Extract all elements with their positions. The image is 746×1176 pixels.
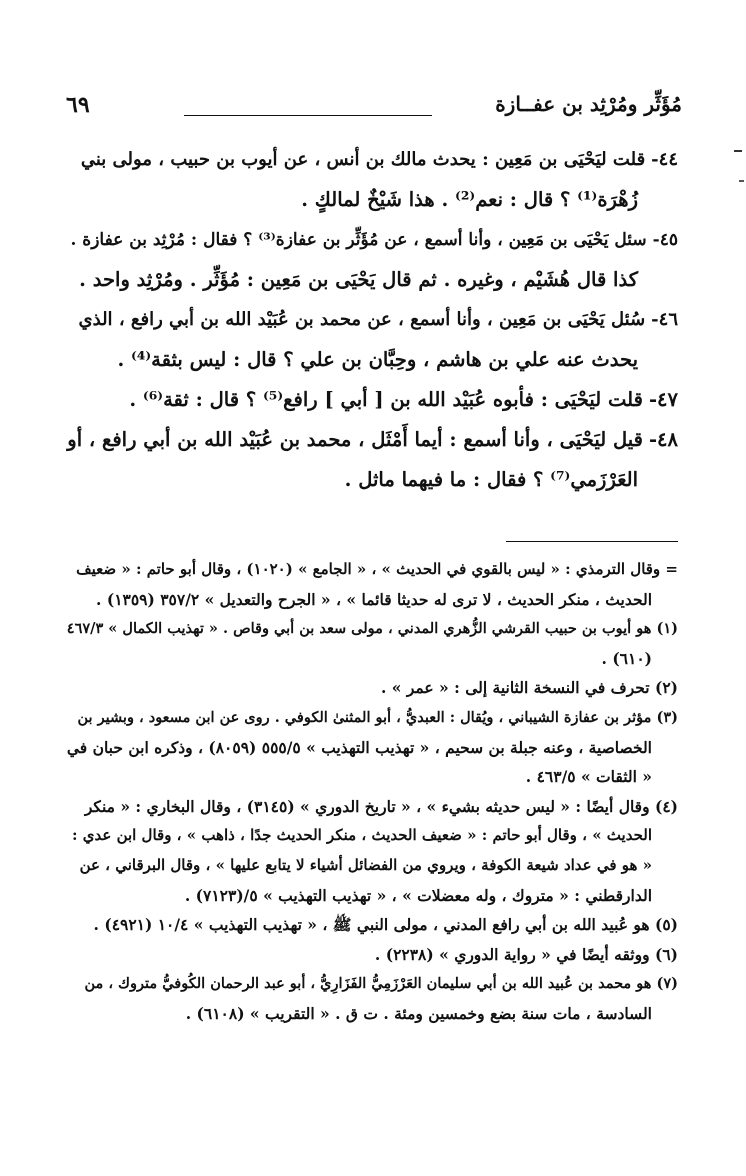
entry-46-cont xyxy=(66,340,678,380)
footnote-line: هو محمد بن عُبيد الله بن أبي سليمان العَرْزَمِيُّ الفَزَارِيُّ ، أبو عبد الرحمان الكُوفيُّ متروك ، من xyxy=(84,975,652,993)
footnotes xyxy=(66,555,678,1029)
entry-48-cont xyxy=(66,460,678,500)
footnote-line: مؤثر بن عفازة الشيباني ، ويُقال : العبديُّ ، أبو المثنىٰ الكوفي . روى عن ابن مسعود ، وبشير بن xyxy=(77,708,652,726)
entry-line: العَرْزَمي⁽⁷⁾ ؟ فقال : ما فيهما ماثل . xyxy=(344,468,638,491)
footnote-separator xyxy=(506,541,678,542)
footnote-line: وقال أيضًا : « ليس حديثه بشيء » ، « تاريخ الدوري » (٣١٤٥) ، وقال البخاري : « منكر xyxy=(84,796,650,816)
entry-line: زُهْرَة⁽¹⁾ ؟ قال : نعم⁽²⁾ . هذا شَيْخٌ لمالكٍ . xyxy=(301,188,638,211)
main-text xyxy=(66,140,678,500)
entry-46 xyxy=(66,300,678,340)
entry-48 xyxy=(66,420,678,460)
entry-line: سُئل يَحْيَى بن مَعِين ، وأنا أسمع ، عن محمد بن عُبَيْد الله بن أبي رافع ، الذي xyxy=(78,309,646,330)
footnote-line xyxy=(66,762,678,792)
footnote-line: الحديث ، منكر الحديث ، لا ترى له حديثا قائما » ، « الجرح والتعديل » ٣٥٧/٢ (١٣٥٩) . xyxy=(96,589,652,609)
footnote-marker: (١) xyxy=(656,620,678,638)
running-head: مُؤَثِّر ومُرْثِد بن عفــازة xyxy=(495,92,682,116)
header-rule xyxy=(184,115,432,116)
footnote-line: ووثقه أيضًا في « رواية الدوري » (٢٢٣٨) . xyxy=(374,944,650,964)
footnote-line xyxy=(66,733,678,763)
footnote-line: هو أيوب بن حبيب القرشي الزُّهري المدني ، مولى سعد بن أبي وقاص . « تهذيب الكمال » ٤٦٧/٣ xyxy=(66,620,652,638)
entry-line: يحدث عنه علي بن هاشم ، وحِبَّان بن علي ؟ قال : ليس بثقة⁽⁴⁾ . xyxy=(117,348,638,371)
footnote-line: السادسة ، مات سنة بضع وخمسين ومئة . ت ق . « التقريب » (٦١٠٨) . xyxy=(185,1003,652,1023)
entry-44 xyxy=(66,140,678,180)
footnote-line: « هو في عداد شيعة الكوفة ، ويروي من الفضائل أشياء لا يتابع عليها » ، وقال البرقاني ، عن xyxy=(79,855,652,874)
footnote-line xyxy=(66,644,678,674)
entry-number: ٤٨- xyxy=(648,428,678,451)
entry-45 xyxy=(66,220,678,260)
footnote-line: الدارقطني : « متروك ، وله معضلات » ، « تهذيب التهذيب » ٥/(٧١٢٣) . xyxy=(184,885,652,905)
footnote-line: الحديث » ، وقال أبو حاتم : « ضعيف الحديث ، منكر الحديث جدًا ، ذاهب » ، وقال ابن عدي : xyxy=(72,826,652,845)
footnote-7 xyxy=(66,969,678,999)
footnote-2 xyxy=(66,673,678,703)
footnote-line xyxy=(66,881,678,911)
footnote-line: تحرف في النسخة الثانية إلى : « عمر » . xyxy=(380,678,650,698)
entry-44-cont xyxy=(66,180,678,220)
footnote-marker: = xyxy=(665,560,678,578)
footnote-line: « الثقات » ٤٦٣/٥ . xyxy=(525,767,652,787)
footnote-marker: (٧) xyxy=(656,975,678,993)
entry-line: كذا قال هُشَيْم ، وغيره . ثم قال يَحْيَى بن مَعِين : مُؤَثِّر . ومُرْثِد واحد . xyxy=(79,268,638,291)
footnote-1 xyxy=(66,614,678,644)
footnote-line: وقال الترمذي : « ليس بالقوي في الحديث » ، « الجامع » (١٠٢٠) ، وقال أبو حاتم : « ضعيف xyxy=(76,560,661,578)
footnote-6 xyxy=(66,940,678,970)
entry-number: ٤٤- xyxy=(651,149,678,170)
margin-mark xyxy=(734,150,742,152)
page-header xyxy=(66,92,682,122)
footnote-marker: (٢) xyxy=(654,678,678,698)
entry-number: ٤٦- xyxy=(651,309,678,330)
footnote-4 xyxy=(66,792,678,822)
footnote-line: الخصاصية ، وعنه جبلة بن سحيم ، « تهذيب التهذيب » ٥٥٥/٥ (٨٠٥٩) ، وذكره ابن حبان في xyxy=(66,737,652,757)
footnote-line: (٦١٠) . xyxy=(601,648,652,668)
footnote-continued xyxy=(66,555,678,585)
entry-number: ٤٧- xyxy=(648,388,678,411)
footnote-marker: (٤) xyxy=(654,796,678,816)
entry-number: ٤٥- xyxy=(652,230,678,250)
margin-mark xyxy=(739,180,744,182)
footnote-marker: (٥) xyxy=(654,915,678,935)
footnote-marker: (٦) xyxy=(654,944,678,964)
footnote-marker: (٣) xyxy=(656,708,678,726)
footnote-line: هو عُبيد الله بن أبي رافع المدني ، مولى النبي ﷺ ، « تهذيب التهذيب » ١٠/٤ (٤٩٢١) . xyxy=(93,915,650,935)
page-number: ٦٩ xyxy=(66,92,90,118)
entry-line: قيل ليَحْيَى ، وأنا أسمع : أيما أَمْثَل ، محمد بن عُبَيْد الله بن أبي رافع ، أو xyxy=(67,428,643,451)
footnote-line xyxy=(66,999,678,1029)
footnote-line xyxy=(66,821,678,851)
footnote-3 xyxy=(66,703,678,733)
footnote-line xyxy=(66,851,678,881)
entry-line: قلت ليَحْيَى : فأبوه عُبَيْد الله بن [ أبي ] رافع⁽⁵⁾ ؟ قال : ثقة⁽⁶⁾ . xyxy=(129,388,643,411)
entry-line: سئل يَحْيَى بن مَعِين ، وأنا أسمع ، عن مُؤَثِّر بن عفازة⁽³⁾ ؟ فقال : مُرْثِد بن عفازة . xyxy=(70,230,647,250)
entry-45-cont xyxy=(66,260,678,300)
entry-line: قلت ليَحْيَى بن مَعِين : يحدث مالك بن أنس ، عن أيوب بن حبيب ، مولى بني xyxy=(80,149,646,170)
entry-47 xyxy=(66,380,678,420)
footnote-5 xyxy=(66,910,678,940)
footnote-line xyxy=(66,585,678,615)
